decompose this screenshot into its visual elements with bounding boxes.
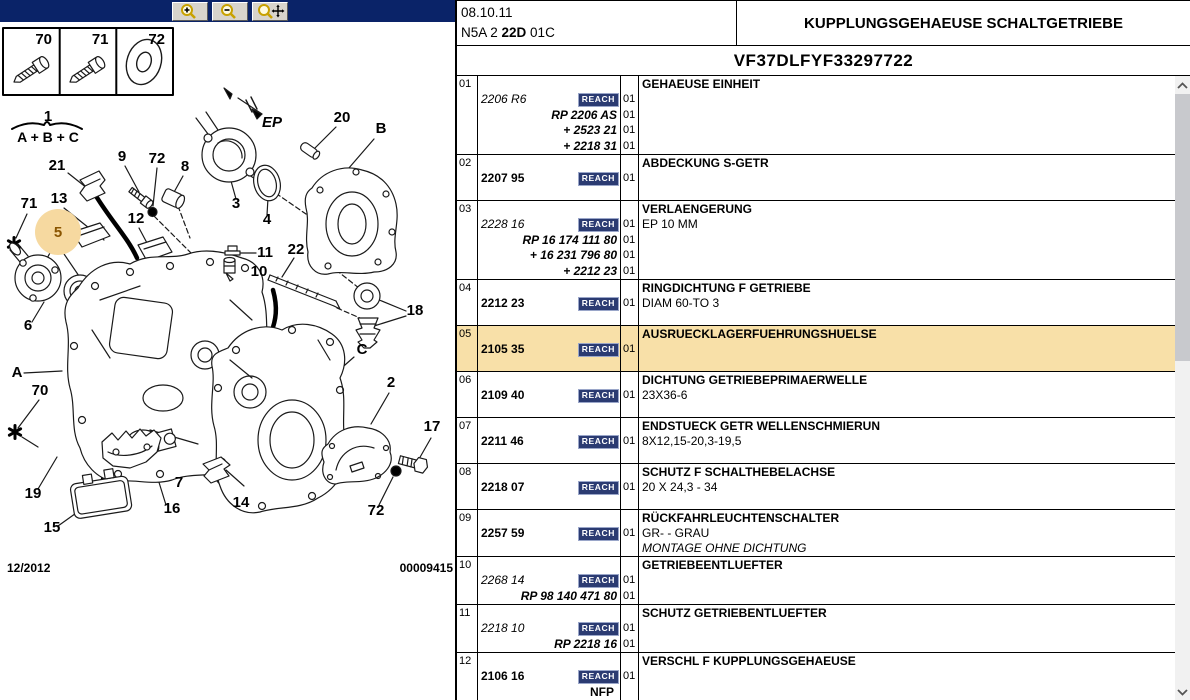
diagram-callout-72[interactable]: 72 (367, 502, 385, 519)
diagram-callout-3[interactable]: 3 (231, 195, 241, 212)
part-number-link[interactable]: 2218 07 (481, 480, 525, 494)
reach-badge[interactable]: REACH (578, 343, 619, 357)
reach-badge[interactable]: REACH (578, 670, 619, 684)
description-line: GR- - GRAU (642, 526, 710, 540)
part-substitution: + 2218 31 (563, 138, 617, 153)
diagram-date: 12/2012 (7, 561, 51, 575)
description-line: 23X36-6 (642, 388, 688, 402)
description-line: ABDECKUNG S-GETR (642, 156, 769, 170)
row-description (639, 326, 1175, 371)
header-reference-block (457, 1, 737, 45)
part-number-link[interactable]: 2211 46 (481, 434, 524, 448)
quantity-value: 01 (623, 249, 636, 261)
row-position: 02 (457, 155, 478, 200)
reach-badge[interactable]: REACH (578, 93, 619, 107)
legend-number-70: 70 (35, 31, 52, 48)
bolt-dot-72 (148, 208, 157, 217)
description-line: SCHUTZ GETRIEBENTLUEFTER (642, 606, 827, 620)
table-row[interactable] (457, 372, 1175, 418)
diagram-callout-12[interactable]: 12 (127, 210, 145, 227)
vin-number: VF37DLFYF33297722 (457, 46, 1190, 77)
row-quantities (621, 201, 639, 279)
diagram-callout-14[interactable]: 14 (232, 494, 250, 511)
description-line: MONTAGE OHNE DICHTUNG (642, 541, 807, 555)
scroll-up-arrow[interactable] (1175, 76, 1190, 94)
table-row[interactable] (457, 280, 1175, 326)
row-description (639, 605, 1175, 652)
quantity-value: 01 (623, 218, 636, 230)
quantity-value: 01 (623, 435, 636, 447)
quantity-value: 01 (623, 343, 636, 355)
diagram-callout-17[interactable]: 17 (423, 418, 441, 435)
diagram-callout-C[interactable]: C (356, 341, 368, 358)
diagram-pane (0, 0, 457, 700)
part-number-link[interactable]: 2218 10 (481, 621, 525, 635)
ep-arrow (224, 88, 262, 119)
part-11-sensor (225, 246, 240, 255)
row-position: 01 (457, 76, 478, 154)
row-quantities (621, 557, 639, 604)
zoom-pan-button[interactable] (252, 2, 288, 21)
row-position: 06 (457, 372, 478, 417)
row-quantities (621, 76, 639, 154)
part-substitution: RP 98 140 471 80 (520, 588, 617, 603)
housing-c (212, 324, 347, 513)
row-part-numbers (478, 76, 621, 154)
quantity-value: 01 (623, 264, 636, 277)
parts-table-pane (457, 0, 1190, 700)
quantity-value: 01 (623, 637, 636, 650)
part-number-link[interactable]: 2228 16 (481, 217, 525, 231)
zoom-out-button[interactable] (212, 2, 248, 21)
quantity-value: 01 (623, 527, 636, 539)
row-description (639, 155, 1175, 200)
part-number-link[interactable]: 2207 95 (481, 171, 525, 185)
row-part-numbers (478, 510, 621, 556)
row-part-numbers (478, 464, 621, 509)
cover-b (305, 168, 397, 274)
row-description (639, 510, 1175, 556)
quantity-value: 01 (623, 93, 636, 105)
diagram-callout-13[interactable]: 13 (50, 190, 68, 207)
quantity-value: 01 (623, 622, 636, 634)
bolt-dot-72 (391, 466, 401, 476)
row-part-numbers (478, 280, 621, 325)
part-22-rod (268, 275, 340, 309)
page-title: KUPPLUNGSGEHAEUSE SCHALTGETRIEBE (804, 14, 1123, 32)
diagram-callout-19[interactable]: 19 (24, 485, 42, 502)
group-label-bottom: A + B + C (17, 129, 79, 145)
row-quantities (621, 510, 639, 556)
description-line: 8X12,15-20,3-19,5 (642, 434, 742, 448)
diagram-callout-EP[interactable]: EP (261, 114, 283, 131)
part-8-bushing (161, 188, 186, 210)
diagram-callout-B[interactable]: B (375, 120, 387, 137)
description-line: 20 X 24,3 - 34 (642, 480, 718, 494)
part-substitution: + 2212 23 (563, 263, 617, 278)
part-substitution: RP 2206 AS (551, 107, 617, 122)
reach-badge[interactable]: REACH (578, 622, 619, 636)
part-substitution: RP 16 174 111 80 (522, 232, 617, 247)
description-line: VERSCHL F KUPPLUNGSGEHAEUSE (642, 654, 856, 668)
quantity-value: 01 (623, 389, 636, 401)
diagram-callout-7[interactable]: 7 (174, 474, 184, 491)
row-part-numbers (478, 418, 621, 463)
row-quantities (621, 653, 639, 700)
part-number-link[interactable]: 2105 35 (481, 342, 525, 356)
table-row[interactable] (457, 510, 1175, 557)
description-line: GEHAEUSE EINHEIT (642, 77, 761, 91)
row-description (639, 201, 1175, 279)
vertical-scrollbar[interactable] (1175, 76, 1190, 700)
diagram-callout-22[interactable]: 22 (287, 241, 305, 258)
quantity-value: 01 (623, 589, 636, 602)
diagram-callout-18[interactable]: 18 (406, 302, 424, 319)
row-quantities (621, 372, 639, 417)
part-17-bolt (398, 453, 430, 474)
reach-badge[interactable]: REACH (578, 389, 619, 403)
row-position: 03 (457, 201, 478, 279)
quantity-value: 01 (623, 481, 636, 493)
table-row[interactable] (457, 418, 1175, 464)
row-position: 07 (457, 418, 478, 463)
reach-badge[interactable]: REACH (578, 172, 619, 186)
reach-badge[interactable]: REACH (578, 297, 619, 311)
row-quantities (621, 418, 639, 463)
description-line: RÜCKFAHRLEUCHTENSCHALTER (642, 511, 840, 525)
part-substitution: + 16 231 796 80 (529, 248, 617, 262)
quantity-value: 01 (623, 124, 636, 136)
diagram-callout-6[interactable]: 6 (23, 317, 33, 334)
description-line: GETRIEBEENTLUEFTER (642, 558, 783, 572)
description-line: AUSRUECKLAGERFUEHRUNGSHUELSE (642, 327, 877, 341)
diagram-number: 00009415 (399, 561, 453, 575)
part-number-link[interactable]: 2106 16 (481, 669, 525, 683)
reach-badge[interactable]: REACH (578, 527, 619, 541)
quantity-value: 01 (623, 574, 636, 586)
quantity-value: 01 (623, 172, 636, 184)
quantity-value: 01 (623, 233, 636, 246)
part-number-link[interactable]: 2212 23 (481, 296, 525, 310)
part-20-pin (299, 141, 321, 160)
reach-badge[interactable]: REACH (578, 481, 619, 495)
diagram-callout-5[interactable]: 5 (53, 224, 63, 241)
row-quantities (621, 155, 639, 200)
reach-badge[interactable]: REACH (578, 574, 619, 588)
diagram-callout-16[interactable]: 16 (163, 500, 181, 517)
table-row[interactable] (457, 155, 1175, 201)
diagram-callout-71[interactable]: 71 (20, 195, 38, 212)
row-part-numbers (478, 201, 621, 279)
row-description (639, 557, 1175, 604)
row-position: 11 (457, 605, 478, 652)
scrollbar-thumb[interactable] (1175, 94, 1190, 361)
table-row[interactable] (457, 201, 1175, 280)
part-18-seals (354, 283, 380, 348)
part-9-screw (128, 186, 154, 209)
header-code: N5A 2 22D 01C (461, 25, 555, 40)
quantity-value: 01 (623, 108, 636, 121)
row-description (639, 76, 1175, 154)
part-3-flange (196, 112, 256, 182)
row-part-numbers (478, 372, 621, 417)
diagram-callout-21[interactable]: 21 (48, 157, 66, 174)
row-quantities (621, 605, 639, 652)
diagram-callout-A[interactable]: A (11, 364, 23, 381)
row-part-numbers (478, 605, 621, 652)
table-row[interactable] (457, 605, 1175, 653)
quantity-value (621, 685, 638, 700)
diagram-callout-9[interactable]: 9 (117, 148, 127, 165)
legend-number-72: 72 (148, 31, 165, 48)
zoom-in-button[interactable] (172, 2, 208, 21)
row-position: 04 (457, 280, 478, 325)
table-row[interactable] (457, 76, 1175, 155)
quantity-value: 01 (623, 139, 636, 152)
diagram-callout-15[interactable]: 15 (43, 519, 61, 536)
part-number-link[interactable]: 2206 R6 (481, 92, 527, 106)
quantity-value: 01 (623, 297, 636, 309)
diagram-callout-4[interactable]: 4 (262, 211, 272, 228)
part-number-link[interactable]: 2268 14 (481, 573, 525, 587)
reach-badge[interactable]: REACH (578, 435, 619, 449)
diagram-callout-70[interactable]: 70 (31, 382, 49, 399)
row-position: 10 (457, 557, 478, 604)
description-line: VERLAENGERUNG (642, 202, 753, 216)
diagram-callout-11[interactable]: 11 (257, 244, 273, 261)
row-position: 09 (457, 510, 478, 556)
table-row[interactable] (457, 326, 1175, 372)
part-4-oring (250, 162, 284, 204)
part-substitution: RP 2218 16 (554, 636, 617, 651)
legend-number-71: 71 (91, 31, 109, 48)
diagram-callout-2[interactable]: 2 (386, 374, 396, 391)
table-row[interactable] (457, 653, 1175, 700)
description-line: RINGDICHTUNG F GETRIEBE (642, 281, 811, 295)
row-description (639, 280, 1175, 325)
row-quantities (621, 326, 639, 371)
diagram-callout-10[interactable]: 10 (250, 263, 268, 280)
description-line: DICHTUNG GETRIEBEPRIMAERWELLE (642, 373, 868, 387)
row-part-numbers (478, 653, 621, 700)
description-line: DIAM 60-TO 3 (642, 296, 720, 310)
table-row[interactable] (457, 557, 1175, 605)
row-description (639, 372, 1175, 417)
row-position: 05 (457, 326, 478, 371)
row-description (639, 418, 1175, 463)
row-position: 08 (457, 464, 478, 509)
parts-table-body (457, 76, 1175, 700)
scroll-down-arrow[interactable] (1175, 683, 1190, 700)
row-part-numbers (478, 326, 621, 371)
table-header (457, 1, 1190, 46)
description-line: SCHUTZ F SCHALTHEBELACHSE (642, 465, 836, 479)
row-part-numbers (478, 155, 621, 200)
group-label-top: 1 (43, 108, 53, 125)
description-line: ENDSTUECK GETR WELLENSCHMIERUN (642, 419, 881, 433)
quantity-value: 01 (623, 670, 636, 682)
row-position: 12 (457, 653, 478, 700)
diagram-callout-8[interactable]: 8 (180, 158, 190, 175)
row-quantities (621, 280, 639, 325)
diagram-callout-20[interactable]: 20 (333, 109, 351, 126)
description-line: EP 10 MM (642, 217, 698, 231)
part-substitution: NFP (590, 684, 614, 699)
diagram-callout-72[interactable]: 72 (148, 150, 166, 167)
reach-badge[interactable]: REACH (578, 218, 619, 232)
row-part-numbers (478, 557, 621, 604)
part-number-link[interactable]: 2257 59 (481, 526, 525, 540)
exploded-parts-diagram[interactable] (0, 0, 455, 700)
part-number-link[interactable]: 2109 40 (481, 388, 525, 402)
row-description (639, 653, 1175, 700)
diagram-toolbar (0, 0, 455, 22)
part-substitution: + 2523 21 (563, 123, 617, 137)
row-quantities (621, 464, 639, 509)
table-row[interactable] (457, 464, 1175, 510)
row-description (639, 464, 1175, 509)
header-date: 08.10.11 (461, 5, 513, 20)
